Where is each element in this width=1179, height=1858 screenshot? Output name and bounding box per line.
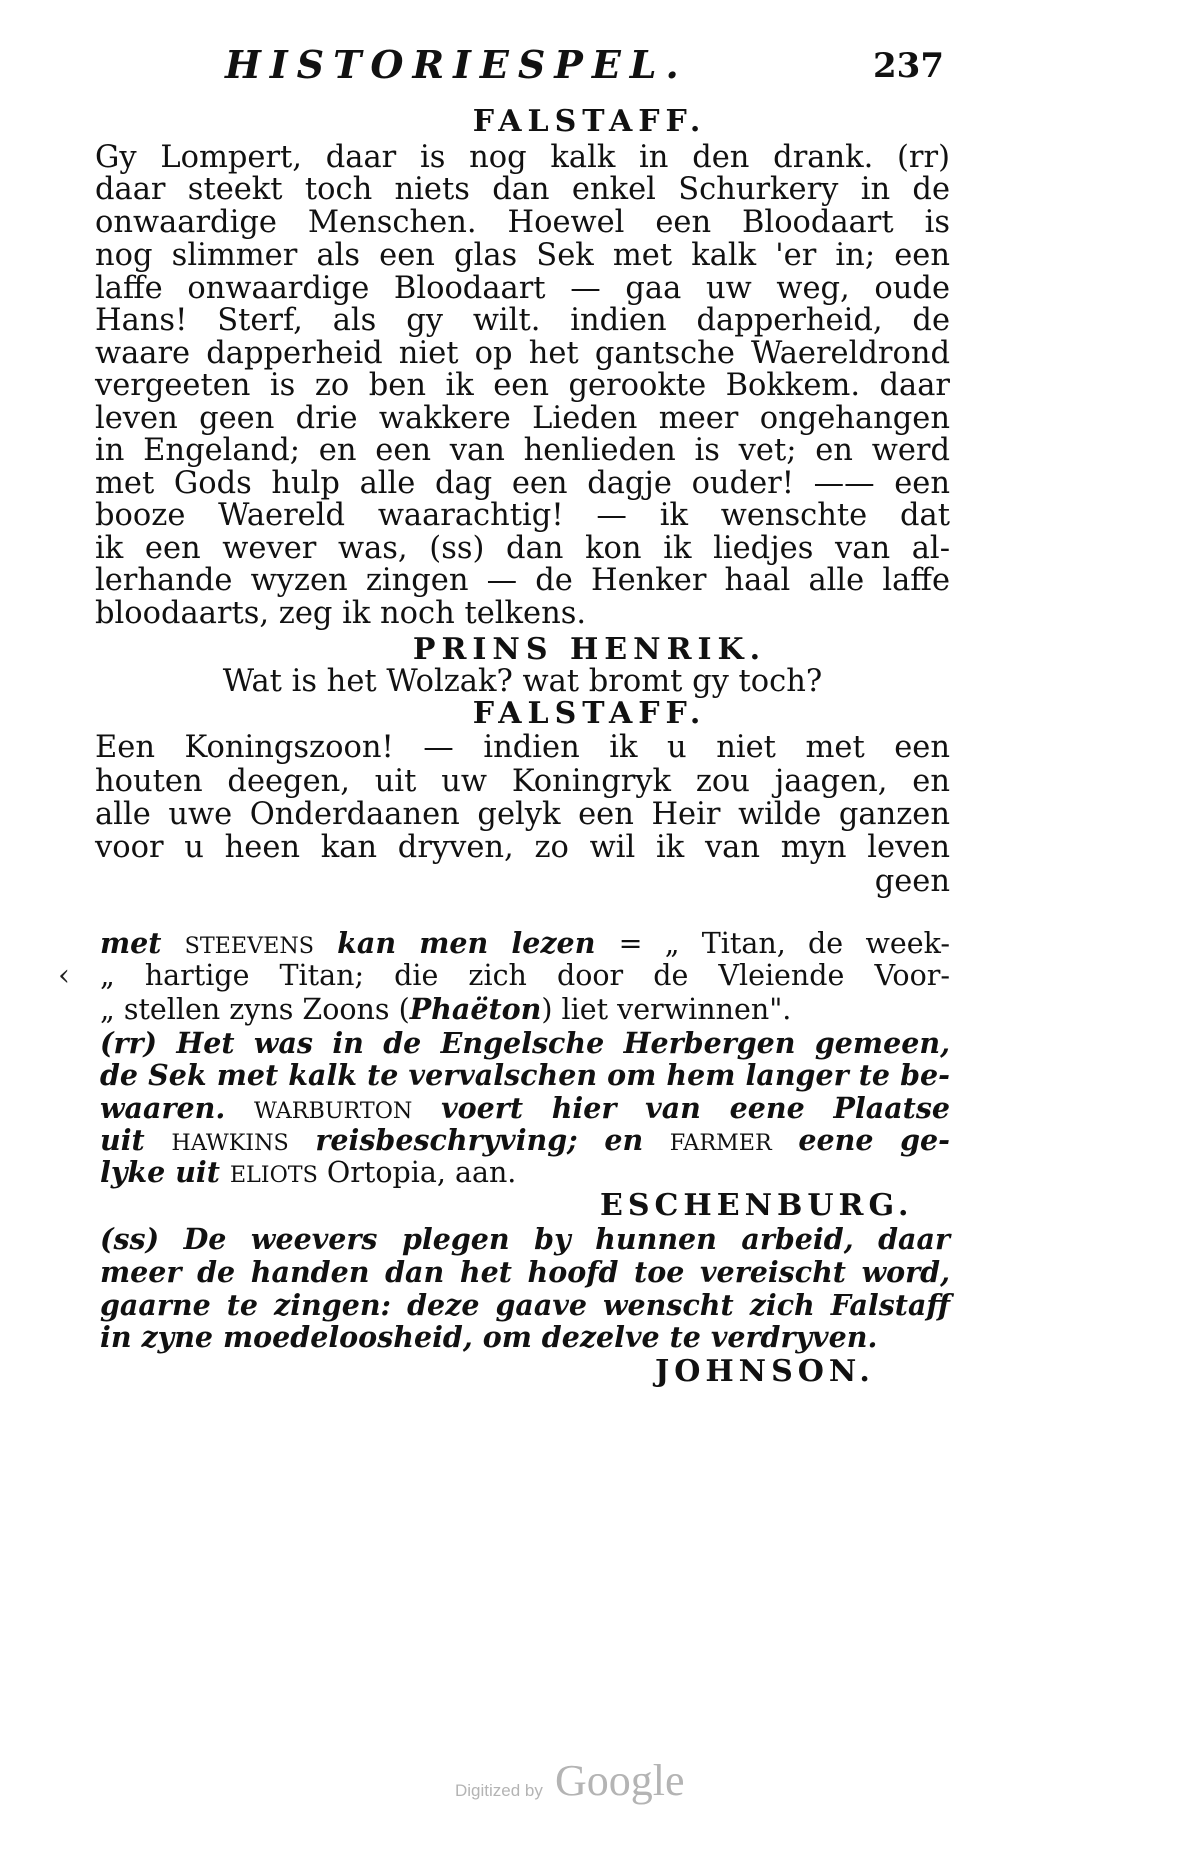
note-line: „ hartige Titan; die zich door de Vleiende Voor- xyxy=(100,959,950,992)
speaker-falstaff: FALSTAFF. xyxy=(472,696,707,731)
google-logo: Google xyxy=(555,1756,685,1805)
text-line: bloodaarts, zeg ik noch telkens. xyxy=(95,596,587,631)
text-line: lerhande wyzen zingen — de Henker haal alle laffe xyxy=(95,563,950,598)
note-line: met STEEVENS kan men lezen = „ Titan, de week- xyxy=(100,926,950,960)
text-line: met Gods hulp alle dag een dagje ouder! —— een xyxy=(95,466,950,501)
text-line: booze Waereld waarachtig! — ik wenschte dat xyxy=(95,498,950,533)
google-watermark xyxy=(455,1755,755,1815)
text-line: Gy Lompert, daar is nog kalk in den drank. (rr) xyxy=(95,140,950,175)
text-line: Hans! Sterf, als gy wilt. indien dapperheid, de xyxy=(95,303,950,338)
text-line: vergeeten is zo ben ik een gerookte Bokkem. daar xyxy=(95,368,950,403)
note-line: uit HAWKINS reisbeschryving; en FARMER eene ge- xyxy=(100,1123,951,1157)
signature-eschenburg: ESCHENBURG. xyxy=(600,1188,914,1223)
margin-mark: ‹ xyxy=(58,958,70,993)
text-line: alle uwe Onderdaanen gelyk een Heir wilde ganzen xyxy=(95,797,950,832)
note-line: gaarne te zingen: deze gaave wenscht zich Falstaff xyxy=(100,1288,950,1322)
speaker-prins-henrik: PRINS HENRIK. xyxy=(412,632,767,667)
text-line: waare dapperheid niet op het gantsche Waereldrond xyxy=(95,336,950,371)
page-number: 237 xyxy=(873,46,944,86)
text-line: ik een wever was, (ss) dan kon ik liedjes van al- xyxy=(95,531,950,566)
text-line: leven geen drie wakkere Lieden meer ongehangen xyxy=(95,401,950,436)
person-name: WARBURTON xyxy=(254,1098,413,1124)
person-name: ELIOTS xyxy=(229,1162,318,1188)
catchword: geen xyxy=(874,864,950,899)
running-head: HISTORIESPEL. xyxy=(225,42,688,87)
person-name: FARMER xyxy=(669,1130,772,1156)
text-line: onwaardige Menschen. Hoewel een Bloodaart is xyxy=(95,205,950,240)
text-line: houten deegen, uit uw Koningryk zou jaagen, en xyxy=(95,764,950,799)
person-name: STEEVENS xyxy=(184,933,315,959)
text-line: laffe onwaardige Bloodaart — gaa uw weg, oude xyxy=(95,271,950,306)
note-line: meer de handen dan het hoofd toe vereischt word, xyxy=(100,1255,950,1289)
signature-johnson: JOHNSON. xyxy=(655,1354,875,1389)
note-line: de Sek met kalk te vervalschen om hem langer te be- xyxy=(100,1058,950,1092)
page-header xyxy=(225,42,945,92)
text-line: nog slimmer als een glas Sek met kalk 'er in; een xyxy=(95,238,950,273)
speaker-falstaff: FALSTAFF. xyxy=(472,104,707,139)
note-line: lyke uit ELIOTS Ortopia, aan. xyxy=(100,1155,517,1189)
text-line: voor u heen kan dryven, zo wil ik van myn leven xyxy=(95,830,950,865)
text-line: Een Koningszoon! — indien ik u niet met een xyxy=(95,730,950,765)
note-line: (rr) Het was in de Engelsche Herbergen gemeen, xyxy=(100,1026,950,1060)
note-line: waaren. WARBURTON voert hier van eene Plaatse xyxy=(100,1091,950,1125)
speech-prins-henrik: Wat is het Wolzak? wat bromt gy toch? xyxy=(222,664,823,699)
note-line: „ stellen zyns Zoons (Phaëton) liet verwinnen". xyxy=(100,992,792,1026)
digitized-by-label: Digitized by xyxy=(455,1781,543,1800)
person-name: HAWKINS xyxy=(171,1130,289,1156)
note-line: (ss) De weevers plegen by hunnen arbeid, daar xyxy=(100,1222,950,1256)
text-line: in Engeland; en een van henlieden is vet; en werd xyxy=(95,433,950,468)
note-line: in zyne moedeloosheid, om dezelve te verdryven. xyxy=(100,1320,878,1354)
text-line: daar steekt toch niets dan enkel Schurkery in de xyxy=(95,172,950,207)
